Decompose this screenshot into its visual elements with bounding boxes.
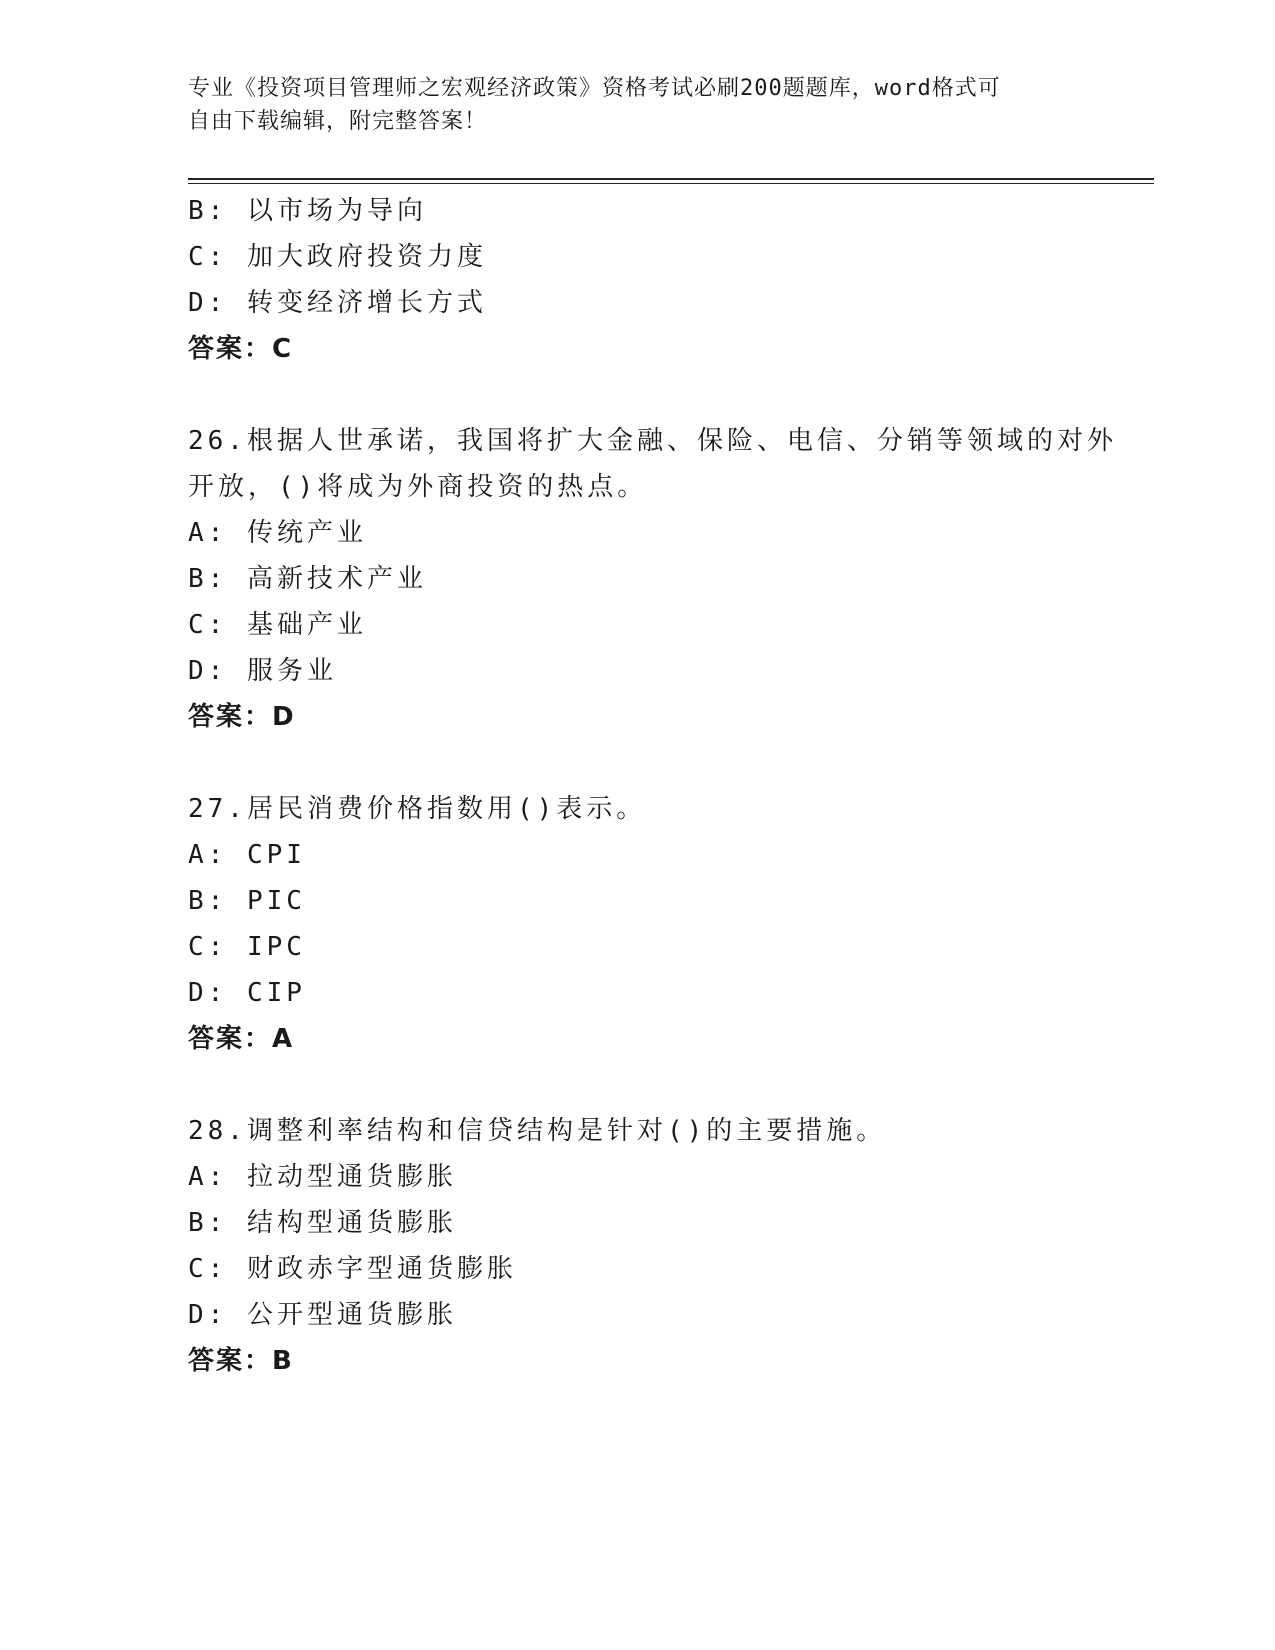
spacer — [188, 740, 1088, 786]
spacer — [188, 372, 1088, 418]
option-a: A: 传统产业 — [188, 518, 367, 548]
option-a: A: 拉动型通货膨胀 — [188, 1162, 457, 1192]
option-b: B: 高新技术产业 — [188, 564, 427, 594]
spacer — [188, 1062, 1088, 1108]
header-line-2: 自由下载编辑，附完整答案！ — [188, 109, 488, 134]
document-header — [188, 72, 1088, 138]
option-b: B: 结构型通货膨胀 — [188, 1208, 457, 1238]
question-25 — [188, 188, 1088, 372]
option-c: C: IPC — [188, 932, 306, 962]
question-stem: 27.居民消费价格指数用()表示。 — [188, 794, 647, 824]
option-c: C: 基础产业 — [188, 610, 367, 640]
option-c: C: 财政赤字型通货膨胀 — [188, 1254, 517, 1284]
option-d: D: 转变经济增长方式 — [188, 288, 487, 318]
question-27 — [188, 786, 1088, 1062]
question-stem: 28.调整利率结构和信贷结构是针对()的主要措施。 — [188, 1116, 887, 1146]
option-a: A: CPI — [188, 840, 306, 870]
question-stem: 26.根据人世承诺，我国将扩大金融、保险、电信、分销等领域的对外 — [188, 426, 1117, 456]
header-line-1: 专业《投资项目管理师之宏观经济政策》资格考试必刷200题题库，word格式可 — [188, 76, 1001, 101]
option-b: B: 以市场为导向 — [188, 196, 427, 226]
question-stem-continued: 开放，()将成为外商投资的热点。 — [188, 472, 648, 502]
answer: 答案：B — [188, 1346, 294, 1376]
option-d: D: 服务业 — [188, 656, 337, 686]
question-list — [188, 188, 1117, 1384]
answer: 答案：D — [188, 702, 296, 732]
option-c: C: 加大政府投资力度 — [188, 242, 487, 272]
option-d: D: 公开型通货膨胀 — [188, 1300, 457, 1330]
question-26 — [188, 418, 1117, 740]
answer: 答案：C — [188, 334, 294, 364]
option-b: B: PIC — [188, 886, 306, 916]
header-divider-thick — [188, 178, 1154, 180]
answer: 答案：A — [188, 1024, 295, 1054]
question-28 — [188, 1108, 1088, 1384]
header-divider-thin — [188, 183, 1154, 184]
option-d: D: CIP — [188, 978, 306, 1008]
